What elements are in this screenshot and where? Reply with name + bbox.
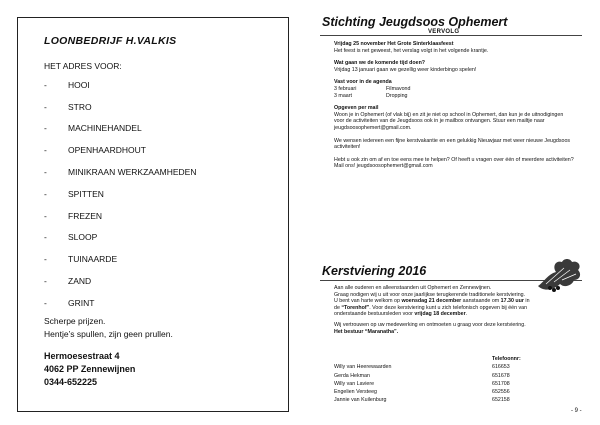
- text-run: U bent van harte welkom op: [334, 298, 402, 305]
- list-bullet: -: [44, 145, 47, 156]
- right-page: [320, 0, 584, 425]
- contact-name: Jannie van Kuilenburg: [334, 397, 387, 404]
- article-block: [334, 79, 574, 99]
- list-bullet: -: [44, 188, 47, 199]
- kerst-article: [334, 285, 570, 335]
- kerst-heading: Kerstviering 2016: [322, 264, 427, 278]
- block-text: Het feest is net geweest, het verslag volgt in het volgende krantje.: [334, 47, 489, 54]
- address-street: Hermoesestraat 4: [44, 350, 120, 361]
- jeugdsoos-article: [334, 41, 574, 176]
- agenda-date: 3 februari: [334, 85, 357, 92]
- table-row: [334, 363, 534, 371]
- advertisement-box: [17, 17, 289, 412]
- list-bullet: -: [44, 254, 47, 265]
- header-spacer: [334, 355, 492, 363]
- list-item-label: SPITTEN: [68, 188, 104, 199]
- table-row: [334, 380, 534, 388]
- ad-product-list: [44, 74, 274, 314]
- text-run: aanstaande om: [461, 298, 501, 305]
- article-text: [334, 305, 570, 312]
- ad-intro: HET ADRES VOOR:: [44, 61, 122, 71]
- list-item-label: STRO: [68, 101, 92, 112]
- article-text: [334, 298, 570, 305]
- contact-phone: 651678: [492, 372, 510, 379]
- list-item: [44, 227, 274, 249]
- table-header: [334, 355, 534, 363]
- signoff-text: Het bestuur “Maranatha”.: [334, 328, 399, 335]
- ad-address: [44, 350, 274, 389]
- list-item: [44, 96, 274, 118]
- list-item: [44, 139, 274, 161]
- list-item-label: ZAND: [68, 276, 92, 287]
- list-bullet: -: [44, 101, 47, 112]
- list-bullet: -: [44, 210, 47, 221]
- contact-name: Engelien Versteeg: [334, 389, 377, 396]
- section-subheading: VERVOLG: [428, 29, 460, 35]
- list-item: [44, 118, 274, 140]
- contact-phone: 652556: [492, 389, 510, 396]
- article-signoff: [334, 329, 570, 336]
- phone-table: [334, 355, 534, 405]
- block-text: Vrijdag 13 januari gaan we gezellig weer kinderbingo spelen!: [334, 66, 477, 73]
- article-block: [334, 138, 574, 151]
- block-title: Vast voor in de agenda: [334, 79, 392, 86]
- article-block: [334, 60, 574, 73]
- ad-tagline: [44, 315, 274, 341]
- contact-name: Willy van Heerewaarden: [334, 364, 392, 371]
- block-text: We wensen iedereen een fijne kerstvakantie en een gelukkig Nieuwjaar met weer nieuwe Jeugdsoos activiteiten!: [334, 137, 571, 151]
- article-text: Aan alle ouderen en alleenstaanden uit Ophemert en Zennewijnen.: [334, 285, 492, 291]
- list-item-label: GRINT: [68, 297, 95, 308]
- list-bullet: -: [44, 297, 47, 308]
- text-run: . Voor deze kerstviering kunt u zich telefonisch opgeven bij één van: [369, 304, 528, 311]
- page-number: - 9 -: [571, 408, 582, 414]
- block-text: Hebt u ook zin om af en toe eens mee te helpen? Of heeft u vragen over één of meerdere activiteiten? Mail ons! jeugdsoosophemert@gmail.com: [334, 156, 574, 170]
- list-item: [44, 161, 274, 183]
- section-heading: Stichting Jeugdsoos Ophemert: [322, 15, 508, 29]
- heading-divider: [320, 35, 582, 36]
- tagline-line: Scherpe prijzen.: [44, 315, 106, 326]
- contact-name: Willy van Laviere: [334, 380, 375, 387]
- article-text: Graag nodigen wij u uit voor onze jaarlijkse terugkerende traditionele kerstviering.: [334, 291, 526, 298]
- list-item: [44, 270, 274, 292]
- list-bullet: -: [44, 276, 47, 287]
- list-item-label: TUINAARDE: [68, 254, 118, 265]
- contact-phone: 616653: [492, 364, 510, 371]
- list-item-label: OPENHAARDHOUT: [68, 145, 146, 156]
- article-block: [334, 41, 574, 54]
- contact-name: Gerda Hekman: [334, 372, 370, 379]
- list-bullet: -: [44, 167, 47, 178]
- list-bullet: -: [44, 79, 47, 90]
- text-run: onderstaande bestuursleden voor: [334, 311, 415, 318]
- tagline-line: Hentje’s spullen, zijn geen prullen.: [44, 328, 173, 339]
- agenda-event: Dropping: [386, 92, 408, 99]
- agenda-date: 3 maart: [334, 92, 352, 99]
- list-item-label: MINIKRAAN WERKZAAMHEDEN: [68, 167, 197, 178]
- address-city: 4062 PP Zennewijnen: [44, 363, 136, 374]
- signup-deadline: vrijdag 18 december: [414, 311, 466, 318]
- list-item-label: HOOI: [68, 79, 90, 90]
- address-phone: 0344-652225: [44, 376, 98, 387]
- article-block: [334, 105, 574, 131]
- article-text: [334, 311, 570, 318]
- text-run: de: [334, 304, 342, 311]
- list-bullet: -: [44, 123, 47, 134]
- list-item-label: SLOOP: [68, 232, 98, 243]
- list-item: [44, 205, 274, 227]
- contact-phone: 652158: [492, 397, 510, 404]
- event-date: woensdag 21 december: [401, 298, 462, 305]
- event-time: 17.30 uur: [500, 298, 524, 305]
- list-item-label: FREZEN: [68, 210, 102, 221]
- phone-column-header: Telefoonnr:: [492, 356, 521, 362]
- text-run: in: [523, 298, 530, 305]
- table-row: [334, 372, 534, 380]
- agenda-list: [334, 86, 574, 99]
- list-item: [44, 248, 274, 270]
- list-item: [44, 74, 274, 96]
- block-title: Vrijdag 25 november Het Grote Sinterklaasfeest: [334, 41, 454, 47]
- list-bullet: -: [44, 232, 47, 243]
- list-item-label: MACHINEHANDEL: [68, 123, 142, 134]
- article-block: [334, 157, 574, 170]
- block-text: Woon je in Ophemert (of vlak bij) en zit je niet op school in Ophemert, dan kun je de uitnodigingen voor de activiteiten van de Jeugdsoos ook in je mailbox ontvangen. Stuur een mailtje naar jeugdsoosophemert@gmail.com.: [334, 111, 564, 131]
- table-row: [334, 388, 534, 396]
- list-item: [44, 183, 274, 205]
- event-venue: “Torenhof”: [341, 304, 370, 311]
- article-text: Wij vertrouwen op uw medewerking en ontmoeten u graag voor deze kerstviering.: [334, 321, 526, 328]
- table-row: [334, 396, 534, 404]
- list-item: [44, 292, 274, 314]
- contact-phone: 651708: [492, 380, 510, 387]
- agenda-event: Filmavond: [386, 85, 411, 92]
- block-title: Wat gaan we de komende tijd doen?: [334, 60, 426, 67]
- text-run: .: [465, 311, 468, 318]
- block-title: Opgeven per mail: [334, 105, 379, 112]
- ad-title: LOONBEDRIJF H.VALKIS: [44, 35, 177, 47]
